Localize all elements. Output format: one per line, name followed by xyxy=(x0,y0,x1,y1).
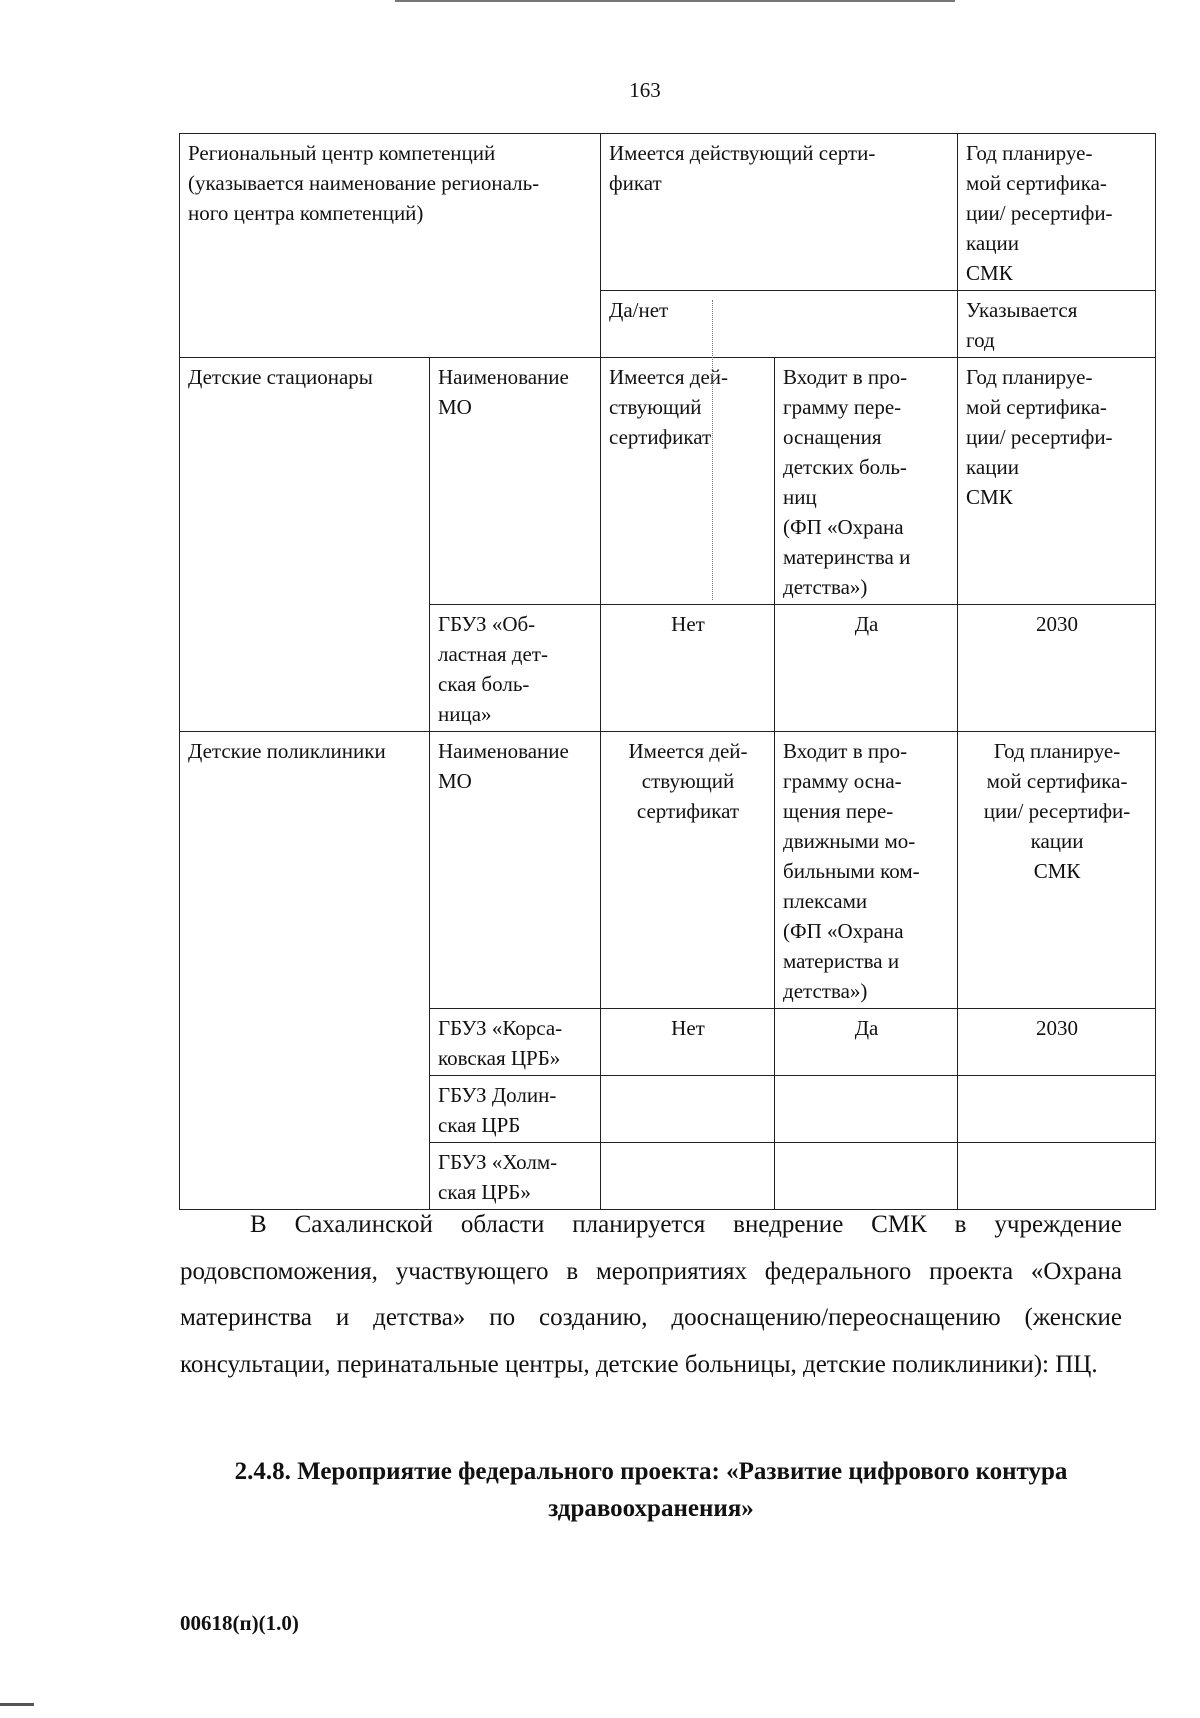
body-paragraph: В Сахалинской области планируется внедрение СМК в учреждение родовспоможения, участвующего в мероприятиях федерального проекта «Охрана материнства и детства» по созданию, дооснащению/переоснащению (женские консультации, перинатальные центры, детские больницы, детские поликлиники): ПЦ. xyxy=(180,1211,1122,1378)
mo-name: ГБУЗ «Корса- ковская ЦРБ» xyxy=(430,1009,601,1076)
certificate-value: Нет xyxy=(601,605,775,732)
program-value xyxy=(775,1143,958,1210)
polyclinics-header-mo: Наименование МО xyxy=(430,732,601,1009)
program-value xyxy=(775,1076,958,1143)
year-value: 2030 xyxy=(958,1009,1156,1076)
corner-scan-mark xyxy=(0,1703,34,1706)
certification-table xyxy=(179,133,1156,1210)
polyclinics-header-year: Год планируе- мой сертифика- ции/ ресертифи- кации СМК xyxy=(958,732,1156,1009)
stationary-header-year: Год планируе- мой сертифика- ции/ ресертифи- кации СМК xyxy=(958,358,1156,605)
mo-name: ГБУЗ «Об- ластная дет- ская боль- ница» xyxy=(430,605,601,732)
polyclinics-header-program: Входит в про- грамму осна- щения пере- движными мо- бильными ком- плексами (ФП «Охрана материства и детства») xyxy=(775,732,958,1009)
stationary-header-row xyxy=(180,358,1156,605)
scan-artifact-line xyxy=(712,300,715,600)
header-certificate: Имеется действующий серти- фикат xyxy=(601,134,958,291)
header-year: Год планируе- мой сертифика- ции/ ресертифи- кации СМК xyxy=(958,134,1156,291)
table-header-row xyxy=(180,134,1156,291)
stationary-header-certificate: Имеется дей- ствующий сертификат xyxy=(601,358,775,605)
year-value xyxy=(958,1143,1156,1210)
program-value: Да xyxy=(775,605,958,732)
section-label-polyclinics: Детские поликлиники xyxy=(180,732,430,1210)
header-year-hint: Указывается год xyxy=(958,291,1156,358)
certificate-value xyxy=(601,1143,775,1210)
mo-name: ГБУЗ Долин- ская ЦРБ xyxy=(430,1076,601,1143)
header-competence-center: Региональный центр компетенций (указывается наименование региональ- ного центра компетенций) xyxy=(180,134,601,358)
document-code: 00618(п)(1.0) xyxy=(180,1611,299,1635)
section-heading: 2.4.8. Мероприятие федерального проекта: «Развитие цифрового контура здравоохранения» xyxy=(234,1458,1068,1522)
polyclinics-header-certificate: Имеется дей- ствующий сертификат xyxy=(601,732,775,1009)
polyclinics-header-row xyxy=(180,732,1156,1009)
header-yes-no: Да/нет xyxy=(601,291,958,358)
mo-name: ГБУЗ «Холм- ская ЦРБ» xyxy=(430,1143,601,1210)
stationary-header-mo: Наименование МО xyxy=(430,358,601,605)
top-scan-rule xyxy=(395,0,955,2)
section-label-stationary: Детские стационары xyxy=(180,358,430,732)
year-value xyxy=(958,1076,1156,1143)
program-value: Да xyxy=(775,1009,958,1076)
year-value: 2030 xyxy=(958,605,1156,732)
certificate-value: Нет xyxy=(601,1009,775,1076)
certificate-value xyxy=(601,1076,775,1143)
stationary-header-program: Входит в про- грамму пере- оснащения детских боль- ниц (ФП «Охрана материнства и детства») xyxy=(775,358,958,605)
page-number: 163 xyxy=(629,78,661,102)
